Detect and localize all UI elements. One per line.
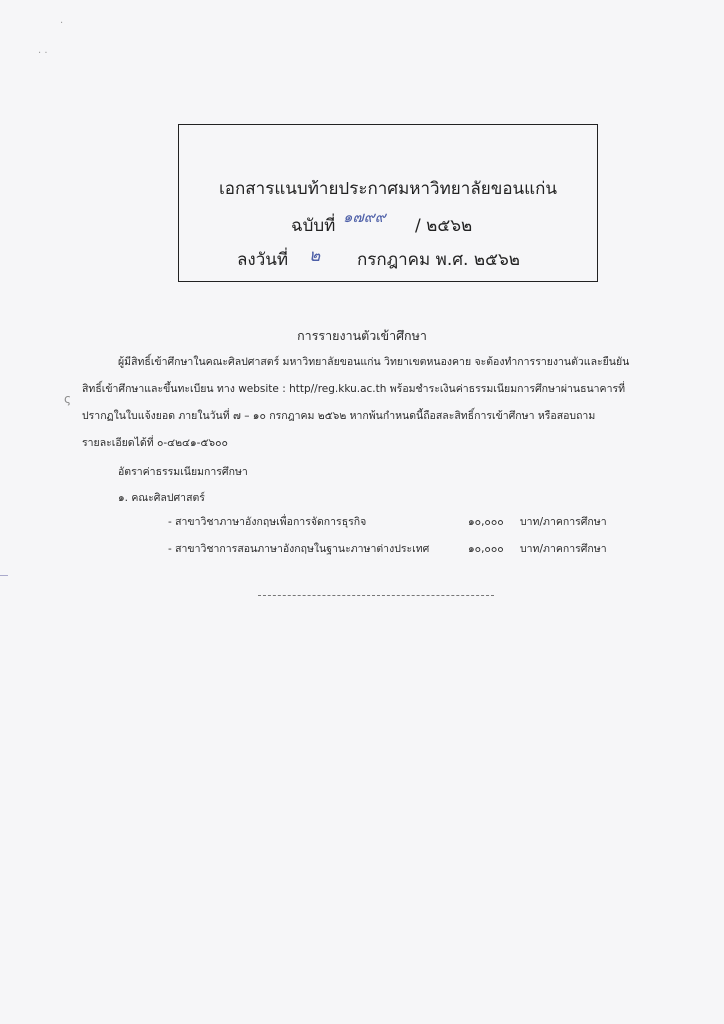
date-label: ลงวันที่ [237,250,289,270]
number-year: / ๒๕๖๒ [415,216,473,236]
fee-item-unit: บาท/ภาคการศึกษา [520,516,607,528]
fee-heading: อัตราค่าธรรมเนียมการศึกษา [118,466,248,478]
announcement-header-box [178,124,598,282]
fee-item-name: - สาขาวิชาการสอนภาษาอังกฤษในฐานะภาษาต่างประเทศ [168,543,430,555]
scan-speck: · · [38,48,48,59]
paragraph-line: สิทธิ์เข้าศึกษาและขึ้นทะเบียน ทาง website : http//reg.kku.ac.th พร้อมชำระเงินค่าธรรมเนียมการศึกษาผ่านธนาคารที่ [82,383,626,395]
header-title: เอกสารแนบท้ายประกาศมหาวิทยาลัยขอนแก่น [218,179,558,199]
handwritten-day: ๒ [309,246,321,266]
faculty-name: ๑. คณะศิลปศาสตร์ [118,492,205,504]
document-title: การรายงานตัวเข้าศึกษา [297,328,427,343]
fee-item-name: - สาขาวิชาภาษาอังกฤษเพื่อการจัดการธุรกิจ [168,516,367,528]
end-divider [258,595,494,596]
edge-mark [0,575,8,576]
paragraph-line: ผู้มีสิทธิ์เข้าศึกษาในคณะศิลปศาสตร์ มหาวิทยาลัยขอนแก่น วิทยาเขตหนองคาย จะต้องทำการรายงานตัวและยืนยัน [118,356,630,368]
paragraph-line: รายละเอียดได้ที่ ๐-๔๒๔๑-๕๖๐๐ [82,437,228,449]
margin-mark: ς [64,392,72,406]
fee-item-amount: ๑๐,๐๐๐ [468,516,504,528]
number-label: ฉบับที่ [291,216,336,236]
scan-speck: · [60,18,64,29]
fee-item-amount: ๑๐,๐๐๐ [468,543,504,555]
date-month-year: กรกฎาคม พ.ศ. ๒๕๖๒ [357,250,520,270]
handwritten-number: ๑๗๙๙ [343,208,386,226]
paragraph-line: ปรากฏในใบแจ้งยอด ภายในวันที่ ๗ – ๑๐ กรกฎาคม ๒๕๖๒ หากพ้นกำหนดนี้ถือสละสิทธิ์การเข้าศึกษา หรือสอบถาม [82,410,596,422]
fee-item-unit: บาท/ภาคการศึกษา [520,543,607,555]
